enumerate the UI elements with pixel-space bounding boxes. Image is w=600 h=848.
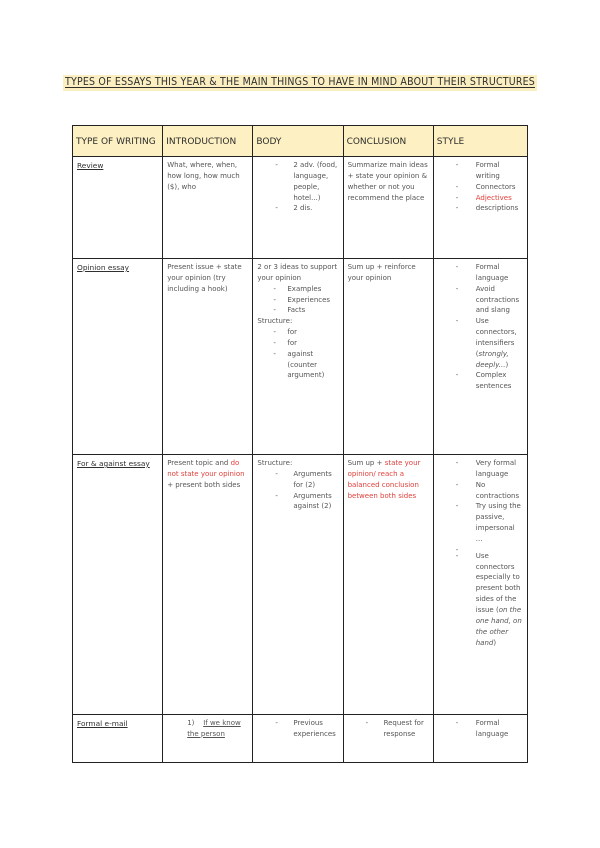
cell-introduction xyxy=(163,715,253,763)
conclusion-text: Sum up + xyxy=(347,459,385,467)
type-label-opinion: Opinion essay xyxy=(77,263,130,272)
header-body: BODY xyxy=(253,126,343,157)
page-title-text: TYPES OF ESSAYS THIS YEAR & THE MAIN THINGS TO HAVE IN MIND ABOUT THEIR STRUCTURES xyxy=(63,75,537,91)
cell-conclusion: Sum up + reinforce your opinion xyxy=(343,259,433,455)
style-list xyxy=(438,718,523,740)
cell-conclusion: Summarize main ideas + state your opinion & whether or not you recommend the place xyxy=(343,157,433,259)
type-label-for-against: For & against essay xyxy=(77,459,150,468)
structure-label: Structure: xyxy=(257,317,293,326)
header-row xyxy=(73,126,528,157)
cell-type xyxy=(73,715,163,763)
list-item: - Very formal language xyxy=(438,458,523,480)
list-item: - Arguments against (2) xyxy=(257,491,338,513)
list-item: - descriptions xyxy=(438,203,523,214)
cell-type xyxy=(73,259,163,455)
table-row-formal-email xyxy=(73,715,528,763)
cell-introduction xyxy=(163,455,253,715)
list-item: - Arguments for (2) xyxy=(257,469,338,491)
conclusion-list xyxy=(348,718,429,740)
list-item xyxy=(438,551,523,649)
list-item: - Examples xyxy=(257,284,338,295)
body-list xyxy=(257,284,338,317)
header-style: STYLE xyxy=(433,126,527,157)
intro-highlight: do not state your opinion xyxy=(167,459,245,478)
list-item xyxy=(438,316,523,370)
style-list xyxy=(438,160,523,214)
style-list xyxy=(438,262,523,392)
list-item-highlight: - Adjectives xyxy=(438,193,523,204)
style-list xyxy=(438,458,523,648)
cell-body xyxy=(253,715,343,763)
style-text-end: ) xyxy=(493,638,497,647)
list-item: - Previous experiences xyxy=(257,718,338,740)
list-item: - for xyxy=(257,327,338,338)
style-text: Use connectors especially to present both sides of the issue ( xyxy=(475,551,521,614)
list-item: - 2 adv. (food, language, people, hotel...) xyxy=(257,160,338,203)
cell-body xyxy=(253,157,343,259)
intro-text-end: + present both sides xyxy=(167,480,241,489)
intro-text: Present topic and xyxy=(167,459,231,467)
list-item: - Formal language xyxy=(438,262,523,284)
body-list xyxy=(257,718,338,740)
cell-style xyxy=(433,157,527,259)
style-text: Use connectors, intensifiers ( xyxy=(475,317,517,358)
cell-introduction: What, where, when, how long, how much ($), who xyxy=(163,157,253,259)
list-item: - Try using the passive, impersonal ... xyxy=(438,501,523,544)
structure-list xyxy=(257,327,338,381)
style-example: strongly, deeply... xyxy=(475,349,509,369)
list-item: - Complex sentences xyxy=(438,370,523,392)
list-item: - Formal writing xyxy=(438,160,523,182)
list-item: - Request for response xyxy=(348,718,429,740)
type-label-formal-email: Formal e-mail xyxy=(77,719,128,728)
header-introduction: INTRODUCTION xyxy=(163,126,253,157)
body-list xyxy=(257,160,338,214)
header-conclusion: CONCLUSION xyxy=(343,126,433,157)
cell-conclusion xyxy=(343,715,433,763)
cell-introduction: Present issue + state your opinion (try including a hook) xyxy=(163,259,253,455)
list-item: - Avoid contractions and slang xyxy=(438,284,523,317)
list-item: - Experiences xyxy=(257,295,338,306)
table-row-opinion xyxy=(73,259,528,455)
body-list xyxy=(257,469,338,512)
cell-body xyxy=(253,259,343,455)
cell-style xyxy=(433,259,527,455)
header-type: TYPE OF WRITING xyxy=(73,126,163,157)
item-number: 1) xyxy=(187,719,195,727)
list-item: - Formal language xyxy=(438,718,523,740)
style-example: on the one hand, on the other hand xyxy=(475,605,522,647)
item-text: If we know the person xyxy=(187,719,241,738)
style-text-end: ) xyxy=(505,360,509,369)
structure-label: Structure: xyxy=(257,459,293,467)
list-item: - against (counter argument) xyxy=(257,349,338,382)
page-title xyxy=(0,76,600,88)
cell-body xyxy=(253,455,343,715)
table-row-review xyxy=(73,157,528,259)
table-row-for-against xyxy=(73,455,528,715)
cell-type xyxy=(73,157,163,259)
cell-type xyxy=(73,455,163,715)
list-item: - No contractions xyxy=(438,480,523,502)
numbered-item xyxy=(167,718,248,740)
list-item: - Facts xyxy=(257,305,338,316)
list-item: - for xyxy=(257,338,338,349)
conclusion-highlight: state your opinion/ reach a balanced conclusion between both sides xyxy=(347,459,421,500)
body-intro: 2 or 3 ideas to support your opinion xyxy=(257,263,338,282)
essay-types-table xyxy=(72,125,528,763)
list-item: - Connectors xyxy=(438,182,523,193)
cell-conclusion xyxy=(343,455,433,715)
list-item: - 2 dis. xyxy=(257,203,338,214)
cell-style xyxy=(433,715,527,763)
cell-style xyxy=(433,455,527,715)
type-label-review: Review xyxy=(77,161,104,170)
